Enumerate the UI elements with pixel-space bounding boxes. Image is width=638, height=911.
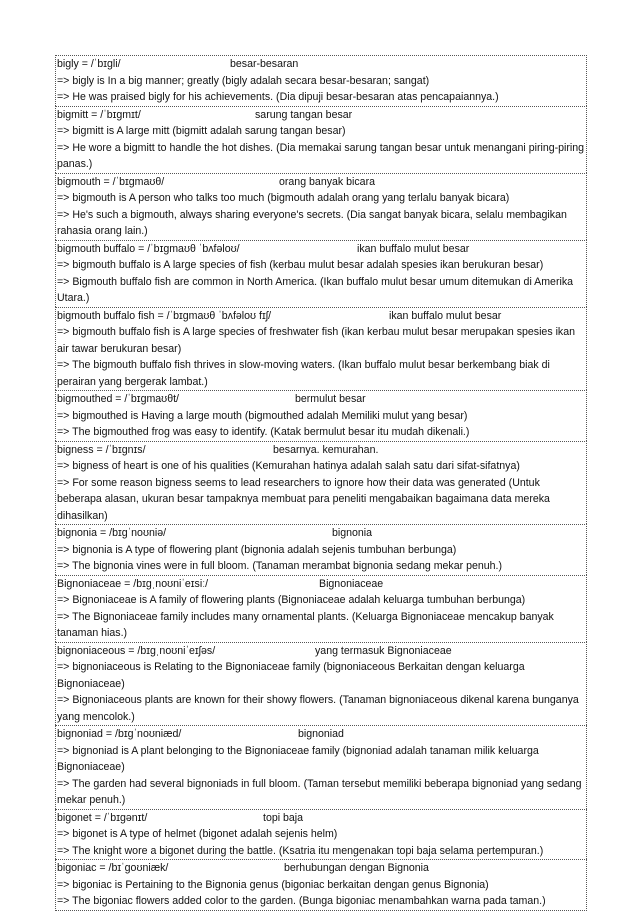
- definition-line: => bignoniad is A plant belonging to the Bignoniaceae family (bignoniad adalah tanaman milik keluarga Bignoniaceae): [57, 744, 539, 773]
- example-line: => For some reason bigness seems to lead researchers to ignore how their data was generated (Untuk beberapa alasan, ukuran besar tampaknya membuat para peneliti mengabaikan bagaimana data mereka dihasilkan): [57, 476, 550, 522]
- indonesian-translation: besar-besaran: [230, 58, 299, 70]
- entry-headline: [57, 56, 585, 73]
- entry-headline: [57, 241, 585, 258]
- headword-pronunciation: bigmouthed = /ˈbɪɡmaʊθt/: [57, 393, 179, 405]
- entry-headline: [57, 442, 585, 459]
- definition-line: => bignonia is A type of flowering plant (bignonia adalah sejenis tumbuhan berbunga): [57, 543, 457, 556]
- example-line: => Bignoniaceous plants are known for their showy flowers. (Tanaman bignoniaceous dikenal karena bunganya yang mencolok.): [57, 694, 579, 723]
- dictionary-entry: [55, 809, 587, 860]
- dictionary-entry: [55, 240, 587, 307]
- headword-pronunciation: bignoniad = /bɪɡˈnoʊniæd/: [57, 728, 182, 740]
- dictionary-entry: [55, 173, 587, 240]
- indonesian-translation: bignonia: [332, 527, 373, 539]
- example-line: => The Bignoniaceae family includes many ornamental plants. (Keluarga Bignoniaceae mencakup banyak tanaman hias.): [57, 610, 554, 639]
- headword-pronunciation: bigly = /ˈbɪɡli/: [57, 58, 121, 70]
- entry-headline: [57, 308, 585, 325]
- entry-headline: [57, 107, 585, 124]
- entry-headline: [57, 576, 585, 593]
- definition-line: => bigoniac is Pertaining to the Bignonia genus (bigoniac berkaitan dengan genus Bignonia): [57, 878, 489, 891]
- dictionary-entry: [55, 524, 587, 575]
- dictionary-sheet: [55, 55, 587, 911]
- entry-headline: [57, 391, 585, 408]
- entry-headline: [57, 810, 585, 827]
- definition-line: => bigly is In a big manner; greatly (bigly adalah secara besar-besaran; sangat): [57, 74, 430, 87]
- example-line: => He's such a bigmouth, always sharing everyone's secrets. (Dia sangat banyak bicara, selalu membagikan rahasia orang lain.): [57, 208, 567, 237]
- definition-line: => bigmitt is A large mitt (bigmitt adalah sarung tangan besar): [57, 125, 346, 137]
- dictionary-entry: [55, 441, 587, 525]
- entry-headline: [57, 525, 585, 542]
- headword-pronunciation: bigmitt = /ˈbɪɡmɪt/: [57, 108, 141, 121]
- dictionary-entry: [55, 55, 587, 106]
- headword-pronunciation: bigmouth buffalo = /ˈbɪɡmaʊθ ˈbʌfəloʊ/: [57, 242, 240, 255]
- indonesian-translation: bignoniad: [298, 728, 344, 740]
- indonesian-translation: besarnya. kemurahan.: [273, 443, 379, 456]
- indonesian-translation: Bignoniaceae: [319, 577, 384, 590]
- definition-line: => bigmouthed is Having a large mouth (bigmouthed adalah Memiliki mulut yang besar): [57, 409, 468, 422]
- indonesian-translation: topi baja: [263, 811, 304, 824]
- indonesian-translation: sarung tangan besar: [255, 108, 353, 121]
- example-line: => He was praised bigly for his achievements. (Dia dipuji besar-besaran atas pencapaiannya.): [57, 91, 499, 103]
- indonesian-translation: orang banyak bicara: [279, 175, 375, 188]
- indonesian-translation: bermulut besar: [295, 393, 366, 405]
- example-line: => Bigmouth buffalo fish are common in North America. (Ikan buffalo mulut besar umum ditemukan di Amerika Utara.): [57, 275, 574, 304]
- definition-line: => bigmouth is A person who talks too much (bigmouth adalah orang yang terlalu banyak bicara): [57, 192, 510, 204]
- indonesian-translation: ikan buffalo mulut besar: [389, 309, 502, 322]
- entry-headline: [57, 643, 585, 660]
- headword-pronunciation: bignonia = /bɪɡˈnoʊniə/: [57, 527, 167, 539]
- dictionary-entry: [55, 575, 587, 642]
- entry-headline: [57, 726, 585, 743]
- headword-pronunciation: bigmouth = /ˈbɪɡmaʊθ/: [57, 175, 165, 188]
- example-line: => The bigmouth buffalo fish thrives in slow-moving waters. (Ikan buffalo mulut besar berkembang biak di perairan yang bergerak lambat.): [57, 359, 550, 388]
- headword-pronunciation: bigness = /ˈbɪɡnɪs/: [57, 443, 146, 456]
- definition-line: => bigonet is A type of helmet (bigonet adalah sejenis helm): [57, 828, 338, 840]
- indonesian-translation: yang termasuk Bignoniaceae: [315, 644, 452, 657]
- definition-line: => bignoniaceous is Relating to the Bignoniaceae family (bignoniaceous Berkaitan dengan keluarga Bignoniaceae): [57, 661, 525, 690]
- definition-line: => bigmouth buffalo is A large species of fish (kerbau mulut besar adalah spesies ikan berukuran besar): [57, 259, 544, 271]
- dictionary-entry: [55, 307, 587, 391]
- example-line: => He wore a bigmitt to handle the hot dishes. (Dia memakai sarung tangan besar untuk menangani piring-piring panas.): [57, 141, 585, 170]
- entry-headline: [57, 174, 585, 191]
- dictionary-entry: [55, 725, 587, 809]
- indonesian-translation: ikan buffalo mulut besar: [357, 242, 470, 255]
- dictionary-entry: [55, 106, 587, 173]
- indonesian-translation: berhubungan dengan Bignonia: [284, 862, 429, 874]
- definition-line: => Bignoniaceae is A family of flowering plants (Bignoniaceae adalah keluarga tumbuhan berbunga): [57, 594, 526, 606]
- dictionary-entry: [55, 642, 587, 726]
- headword-pronunciation: bigonet = /ˈbɪɡənɪt/: [57, 811, 148, 824]
- definition-line: => bigness of heart is one of his qualities (Kemurahan hatinya adalah salah satu dari sifat-sifatnya): [57, 460, 520, 472]
- headword-pronunciation: bignoniaceous = /bɪɡˌnoʊniˈeɪʃəs/: [57, 644, 216, 657]
- example-line: => The garden had several bignoniads in full bloom. (Taman tersebut memiliki beberapa bignoniad yang sedang mekar penuh.): [57, 777, 582, 806]
- dictionary-entry: [55, 390, 587, 441]
- entry-headline: [57, 860, 585, 877]
- headword-pronunciation: bigoniac = /bɪˈɡoʊniæk/: [57, 862, 169, 874]
- example-line: => The knight wore a bigonet during the battle. (Ksatria itu mengenakan topi baja selama pertempuran.): [57, 844, 544, 857]
- definition-line: => bigmouth buffalo fish is A large species of freshwater fish (ikan kerbau mulut besar merupakan spesies ikan air tawar berukuran besar): [57, 326, 576, 355]
- headword-pronunciation: bigmouth buffalo fish = /ˈbɪɡmaʊθ ˈbʌfəloʊ fɪʃ/: [57, 309, 272, 322]
- headword-pronunciation: Bignoniaceae = /bɪɡˌnoʊniˈeɪsiː/: [57, 577, 209, 590]
- example-line: => The bignonia vines were in full bloom. (Tanaman merambat bignonia sedang mekar penuh.): [57, 560, 503, 572]
- example-line: => The bigoniac flowers added color to the garden. (Bunga bigoniac menambahkan warna pada taman.): [57, 895, 546, 907]
- example-line: => The bigmouthed frog was easy to identify. (Katak bermulut besar itu mudah dikenali.): [57, 426, 470, 438]
